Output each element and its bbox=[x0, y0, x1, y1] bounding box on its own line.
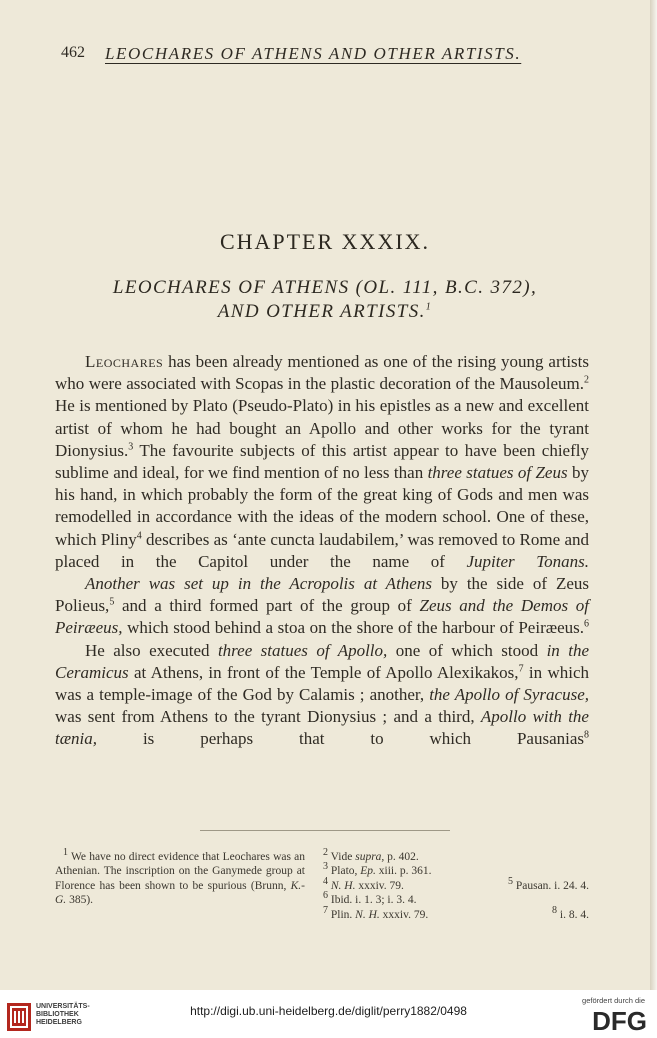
page-number: 462 bbox=[61, 44, 85, 61]
paragraph: He also executed three statues of Apollo, one of which stood in the Ceramicus at Athens, in front of the Temple of Apollo Alexikakos,$^7$ in which was a temple-image of the God by Calamis ; another, the Apollo of Syracuse, was sent from Athens to the tyrant Dionysius ; and a third, Apollo with the tænia, is perhaps that to which Pausanias$^8$ bbox=[55, 640, 589, 749]
paragraph: Leochares has been already mentioned as one of the rising young artists who were associated with Scopas in the plastic decoration of the Mausoleum.$^2$ He is mentioned by Plato (Pseudo-Plato) in his epistles as a new and excellent artist of whom he had bought an Apollo and other works for the tyrant Dionysius.$^3$ The favourite subjects of this artist appear to have been chiefly sublime and ideal, for we find mention of no less than three statues of Zeus by his hand, in which probably the form of the great king of Gods and men was remodelled in accordance with the ideas of the modern school. One of these, which Pliny$^4$ describes as ‘ante cuncta laudabilem,’ was removed to Rome and placed in the Capitol under the name of Jupiter Tonans. bbox=[55, 352, 589, 571]
footnotes-right bbox=[323, 847, 589, 922]
footnote-rule bbox=[200, 830, 450, 831]
dfg-logo: DFG bbox=[592, 1006, 647, 1036]
footnote-ref: 1 bbox=[425, 301, 433, 313]
chapter-subtitle: LEOCHARES OF ATHENS (OL. 111, B.C. 372), AND OTHER ARTISTS.$^1$ bbox=[112, 277, 538, 322]
body-text bbox=[55, 351, 589, 751]
footnote-7-8: $^7$ Plin. N. H. xxxiv. 79. $^8$ i. 8. 4. bbox=[323, 904, 589, 921]
footnote-3: $^3$ Plato, Ep. xiii. p. 361. bbox=[323, 861, 432, 878]
footnote-4-5: $^4$ N. H. xxxiv. 79. $^5$ Pausan. i. 24. 4. bbox=[323, 875, 589, 892]
permalink-url[interactable]: http://digi.ub.uni-heidelberg.de/diglit/perry1882/0498 bbox=[190, 1004, 467, 1018]
footnote-6: $^6$ Ibid. i. 1. 3; i. 3. 4. bbox=[323, 890, 417, 907]
footnote-2: $^2$ Vide supra, p. 402. bbox=[323, 847, 419, 863]
paragraph: Another was set up in the Acropolis at Athens by the side of Zeus Polieus,$^5$ and a third formed part of the group of Zeus and the Demos of Peiræeus, which stood behind a stoa on the shore of the harbour of Peiræeus.$^6$ bbox=[55, 574, 589, 638]
page-edge-shadow bbox=[650, 0, 657, 990]
dfg-label: gefördert durch die bbox=[582, 996, 645, 1005]
running-head: LEOCHARES OF ATHENS AND OTHER ARTISTS. bbox=[105, 44, 522, 63]
library-name: UNIVERSITÄTS- BIBLIOTHEK HEIDELBERG bbox=[36, 1003, 90, 1026]
chapter-title: CHAPTER XXXIX. bbox=[219, 229, 431, 254]
footnote-1: $^1$ We have no direct evidence that Leochares was an Athenian. The inscription on the Ganymede group at Florence has been shown to be spurious (Brunn, K.-G. 385). bbox=[55, 847, 305, 907]
